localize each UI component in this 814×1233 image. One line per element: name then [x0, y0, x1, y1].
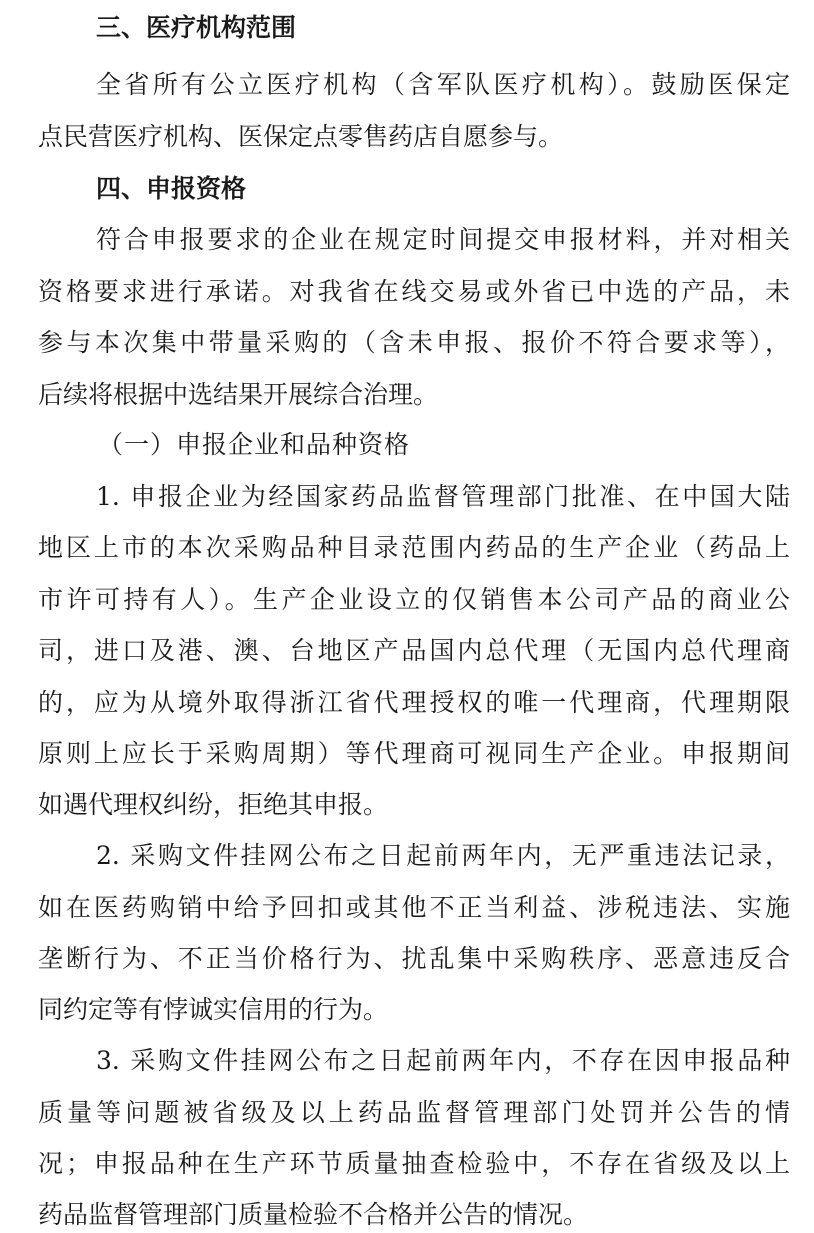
paragraph-line: 垄断行为、不正当价格行为、扰乱集中采购秩序、恶意违反合	[38, 944, 790, 973]
paragraph-line: 如在医药购销中给予回扣或其他不正当利益、涉税违法、实施	[38, 893, 790, 922]
subsection-heading: （一）申报企业和品种资格	[98, 430, 411, 459]
paragraph-line: 原则上应长于采购周期）等代理商可视同生产企业。申报期间	[38, 739, 790, 768]
paragraph-line: 司，进口及港、澳、台地区产品国内总代理（无国内总代理商	[38, 636, 790, 665]
paragraph-line: 市许可持有人）。生产企业设立的仅销售本公司产品的商业公	[38, 585, 790, 614]
section-heading-qualifications: 四、申报资格	[96, 174, 247, 203]
paragraph-line: 参与本次集中带量采购的（含未申报、报价不符合要求等），	[38, 328, 790, 357]
paragraph-line: 全省所有公立医疗机构（含军队医疗机构）。鼓励医保定	[96, 70, 790, 99]
section-heading-medical-institutions: 三、医疗机构范围	[96, 13, 297, 42]
paragraph-line: 资格要求进行承诺。对我省在线交易或外省已中选的产品，未	[38, 277, 790, 306]
paragraph-line: 药品监督管理部门质量检验不合格并公告的情况。	[38, 1200, 589, 1229]
paragraph-line: 符合申报要求的企业在规定时间提交申报材料，并对相关	[96, 225, 790, 254]
paragraph-line: 后续将根据中选结果开展综合治理。	[38, 380, 439, 409]
paragraph-line: 况；申报品种在生产环节质量抽查检验中，不存在省级及以上	[38, 1149, 790, 1178]
paragraph-line: 1. 申报企业为经国家药品监督管理部门批准、在中国大陆	[96, 482, 790, 511]
paragraph-line: 的，应为从境外取得浙江省代理授权的唯一代理商，代理期限	[38, 688, 790, 717]
paragraph-line: 点民营医疗机构、医保定点零售药店自愿参与。	[38, 122, 564, 151]
paragraph-line: 质量等问题被省级及以上药品监督管理部门处罚并公告的情	[38, 1098, 790, 1127]
paragraph-line: 3. 采购文件挂网公布之日起前两年内，不存在因申报品种	[96, 1046, 790, 1075]
paragraph-line: 地区上市的本次采购品种目录范围内药品的生产企业（药品上	[38, 533, 790, 562]
paragraph-line: 同约定等有悖诚实信用的行为。	[38, 995, 389, 1024]
paragraph-line: 如遇代理权纠纷，拒绝其申报。	[38, 790, 389, 819]
paragraph-line: 2. 采购文件挂网公布之日起前两年内，无严重违法记录，	[96, 841, 790, 870]
